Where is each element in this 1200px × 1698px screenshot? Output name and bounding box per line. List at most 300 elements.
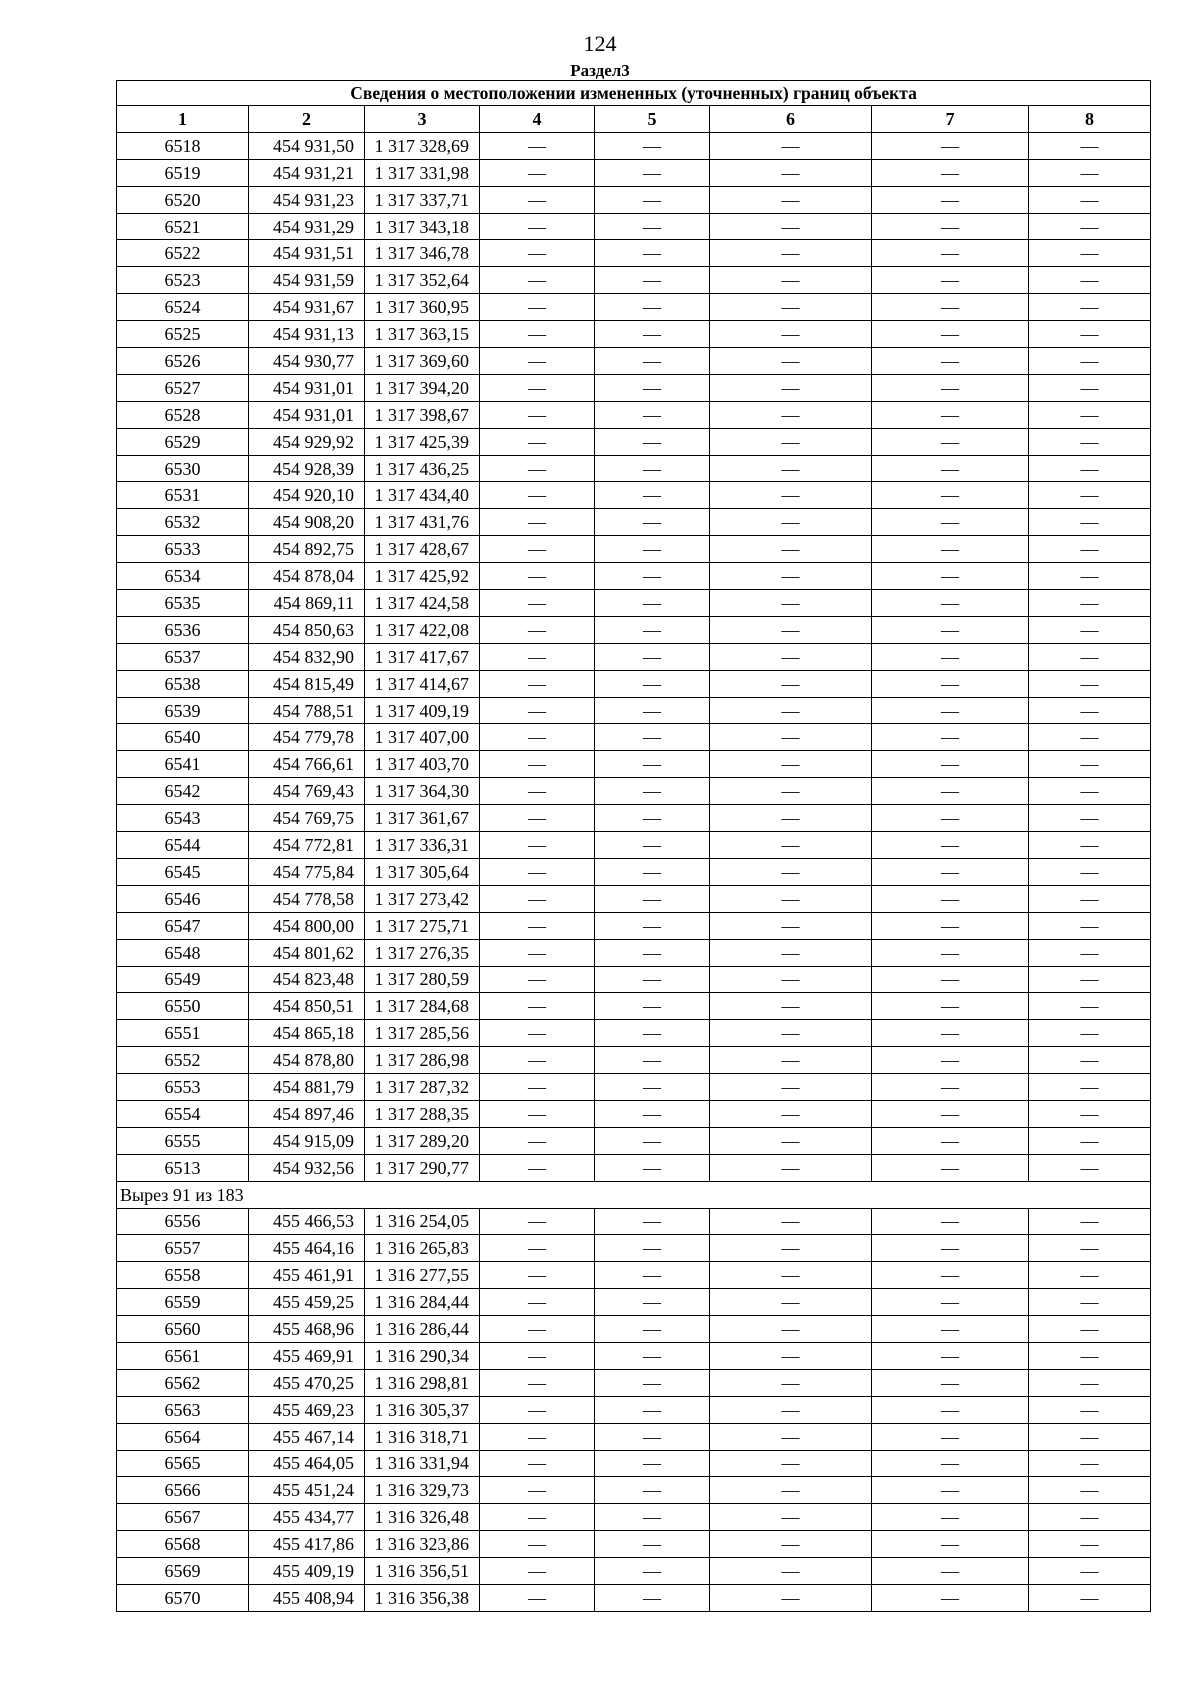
x-coordinate: 454 801,62 <box>249 939 365 966</box>
boundary-coordinates-table <box>116 80 1151 1612</box>
table-row <box>117 1423 1151 1450</box>
x-coordinate: 454 931,21 <box>249 159 365 186</box>
empty-cell-dash: — <box>710 1504 872 1531</box>
x-coordinate: 454 931,59 <box>249 267 365 294</box>
table-row <box>117 751 1151 778</box>
empty-cell-dash: — <box>710 374 872 401</box>
column-header: 4 <box>480 106 595 133</box>
empty-cell-dash: — <box>710 321 872 348</box>
x-coordinate: 454 769,75 <box>249 805 365 832</box>
empty-cell-dash: — <box>872 643 1029 670</box>
x-coordinate: 454 931,51 <box>249 240 365 267</box>
table-row <box>117 590 1151 617</box>
x-coordinate: 455 434,77 <box>249 1504 365 1531</box>
table-row <box>117 697 1151 724</box>
empty-cell-dash: — <box>595 993 710 1020</box>
point-number: 6568 <box>117 1531 249 1558</box>
table-row <box>117 858 1151 885</box>
empty-cell-dash: — <box>872 1342 1029 1369</box>
table-row <box>117 1450 1151 1477</box>
empty-cell-dash: — <box>1029 1584 1151 1611</box>
y-coordinate: 1 317 280,59 <box>365 966 480 993</box>
empty-cell-dash: — <box>872 858 1029 885</box>
y-coordinate: 1 317 434,40 <box>365 482 480 509</box>
empty-cell-dash: — <box>480 401 595 428</box>
table-row <box>117 374 1151 401</box>
empty-cell-dash: — <box>1029 1531 1151 1558</box>
table-row <box>117 778 1151 805</box>
x-coordinate: 455 464,16 <box>249 1235 365 1262</box>
empty-cell-dash: — <box>595 1423 710 1450</box>
empty-cell-dash: — <box>710 482 872 509</box>
point-number: 6525 <box>117 321 249 348</box>
y-coordinate: 1 317 331,98 <box>365 159 480 186</box>
empty-cell-dash: — <box>1029 213 1151 240</box>
y-coordinate: 1 317 414,67 <box>365 670 480 697</box>
x-coordinate: 454 800,00 <box>249 912 365 939</box>
x-coordinate: 455 469,23 <box>249 1396 365 1423</box>
y-coordinate: 1 317 431,76 <box>365 509 480 536</box>
empty-cell-dash: — <box>595 132 710 159</box>
table-row <box>117 670 1151 697</box>
empty-cell-dash: — <box>1029 1208 1151 1235</box>
table-row <box>117 1289 1151 1316</box>
x-coordinate: 454 788,51 <box>249 697 365 724</box>
point-number: 6540 <box>117 724 249 751</box>
y-coordinate: 1 317 422,08 <box>365 616 480 643</box>
empty-cell-dash: — <box>480 590 595 617</box>
point-number: 6524 <box>117 294 249 321</box>
x-coordinate: 454 931,67 <box>249 294 365 321</box>
point-number: 6538 <box>117 670 249 697</box>
y-coordinate: 1 316 305,37 <box>365 1396 480 1423</box>
empty-cell-dash: — <box>480 1074 595 1101</box>
empty-cell-dash: — <box>480 374 595 401</box>
empty-cell-dash: — <box>710 993 872 1020</box>
empty-cell-dash: — <box>710 159 872 186</box>
y-coordinate: 1 316 318,71 <box>365 1423 480 1450</box>
empty-cell-dash: — <box>1029 1342 1151 1369</box>
empty-cell-dash: — <box>710 1020 872 1047</box>
empty-cell-dash: — <box>1029 778 1151 805</box>
empty-cell-dash: — <box>595 1369 710 1396</box>
x-coordinate: 454 881,79 <box>249 1074 365 1101</box>
x-coordinate: 454 865,18 <box>249 1020 365 1047</box>
empty-cell-dash: — <box>872 670 1029 697</box>
empty-cell-dash: — <box>710 1396 872 1423</box>
empty-cell-dash: — <box>710 455 872 482</box>
empty-cell-dash: — <box>595 1289 710 1316</box>
table-row <box>117 1127 1151 1154</box>
y-coordinate: 1 317 275,71 <box>365 912 480 939</box>
empty-cell-dash: — <box>595 1531 710 1558</box>
point-number: 6558 <box>117 1262 249 1289</box>
empty-cell-dash: — <box>480 509 595 536</box>
x-coordinate: 454 920,10 <box>249 482 365 509</box>
empty-cell-dash: — <box>480 616 595 643</box>
empty-cell-dash: — <box>595 1584 710 1611</box>
table-row <box>117 1047 1151 1074</box>
empty-cell-dash: — <box>595 858 710 885</box>
empty-cell-dash: — <box>1029 1100 1151 1127</box>
table-caption: Сведения о местоположении измененных (уточненных) границ объекта <box>117 81 1151 106</box>
empty-cell-dash: — <box>595 697 710 724</box>
point-number: 6546 <box>117 885 249 912</box>
point-number: 6555 <box>117 1127 249 1154</box>
point-number: 6570 <box>117 1584 249 1611</box>
x-coordinate: 454 878,80 <box>249 1047 365 1074</box>
empty-cell-dash: — <box>480 805 595 832</box>
empty-cell-dash: — <box>872 321 1029 348</box>
empty-cell-dash: — <box>595 348 710 375</box>
empty-cell-dash: — <box>480 267 595 294</box>
y-coordinate: 1 317 336,31 <box>365 832 480 859</box>
point-number: 6513 <box>117 1154 249 1181</box>
empty-cell-dash: — <box>1029 267 1151 294</box>
x-coordinate: 454 928,39 <box>249 455 365 482</box>
table-row <box>117 616 1151 643</box>
y-coordinate: 1 317 425,39 <box>365 428 480 455</box>
empty-cell-dash: — <box>595 1100 710 1127</box>
y-coordinate: 1 317 346,78 <box>365 240 480 267</box>
empty-cell-dash: — <box>710 805 872 832</box>
empty-cell-dash: — <box>595 482 710 509</box>
y-coordinate: 1 317 287,32 <box>365 1074 480 1101</box>
empty-cell-dash: — <box>710 401 872 428</box>
point-number: 6543 <box>117 805 249 832</box>
empty-cell-dash: — <box>1029 428 1151 455</box>
empty-cell-dash: — <box>595 885 710 912</box>
empty-cell-dash: — <box>480 1127 595 1154</box>
empty-cell-dash: — <box>872 482 1029 509</box>
empty-cell-dash: — <box>872 1235 1029 1262</box>
section-title: Раздел3 <box>570 61 630 80</box>
y-coordinate: 1 317 290,77 <box>365 1154 480 1181</box>
x-coordinate: 454 915,09 <box>249 1127 365 1154</box>
empty-cell-dash: — <box>710 1423 872 1450</box>
point-number: 6537 <box>117 643 249 670</box>
y-coordinate: 1 316 254,05 <box>365 1208 480 1235</box>
point-number: 6528 <box>117 401 249 428</box>
empty-cell-dash: — <box>872 455 1029 482</box>
empty-cell-dash: — <box>1029 858 1151 885</box>
empty-cell-dash: — <box>1029 966 1151 993</box>
table-row <box>117 1396 1151 1423</box>
column-header: 8 <box>1029 106 1151 133</box>
empty-cell-dash: — <box>1029 1020 1151 1047</box>
point-number: 6567 <box>117 1504 249 1531</box>
table-row <box>117 186 1151 213</box>
column-header-row <box>117 106 1151 133</box>
table-row <box>117 939 1151 966</box>
x-coordinate: 454 931,23 <box>249 186 365 213</box>
empty-cell-dash: — <box>480 563 595 590</box>
empty-cell-dash: — <box>872 1047 1029 1074</box>
empty-cell-dash: — <box>872 1100 1029 1127</box>
table-row <box>117 1020 1151 1047</box>
empty-cell-dash: — <box>1029 1450 1151 1477</box>
empty-cell-dash: — <box>480 643 595 670</box>
empty-cell-dash: — <box>595 912 710 939</box>
x-coordinate: 454 932,56 <box>249 1154 365 1181</box>
empty-cell-dash: — <box>1029 1477 1151 1504</box>
x-coordinate: 454 892,75 <box>249 536 365 563</box>
empty-cell-dash: — <box>710 1235 872 1262</box>
y-coordinate: 1 317 337,71 <box>365 186 480 213</box>
empty-cell-dash: — <box>595 428 710 455</box>
empty-cell-dash: — <box>1029 1154 1151 1181</box>
empty-cell-dash: — <box>595 1396 710 1423</box>
y-coordinate: 1 317 285,56 <box>365 1020 480 1047</box>
empty-cell-dash: — <box>710 536 872 563</box>
column-header: 2 <box>249 106 365 133</box>
point-number: 6549 <box>117 966 249 993</box>
y-coordinate: 1 316 331,94 <box>365 1450 480 1477</box>
point-number: 6569 <box>117 1558 249 1585</box>
empty-cell-dash: — <box>710 1531 872 1558</box>
table-row <box>117 267 1151 294</box>
empty-cell-dash: — <box>872 563 1029 590</box>
column-header: 5 <box>595 106 710 133</box>
empty-cell-dash: — <box>872 1450 1029 1477</box>
empty-cell-dash: — <box>595 1504 710 1531</box>
y-coordinate: 1 316 265,83 <box>365 1235 480 1262</box>
empty-cell-dash: — <box>710 1127 872 1154</box>
table-row <box>117 1531 1151 1558</box>
y-coordinate: 1 317 436,25 <box>365 455 480 482</box>
empty-cell-dash: — <box>710 1154 872 1181</box>
empty-cell-dash: — <box>480 1316 595 1343</box>
x-coordinate: 454 772,81 <box>249 832 365 859</box>
x-coordinate: 454 931,01 <box>249 401 365 428</box>
empty-cell-dash: — <box>872 1208 1029 1235</box>
empty-cell-dash: — <box>710 1100 872 1127</box>
empty-cell-dash: — <box>710 294 872 321</box>
point-number: 6554 <box>117 1100 249 1127</box>
empty-cell-dash: — <box>1029 590 1151 617</box>
x-coordinate: 454 766,61 <box>249 751 365 778</box>
point-number: 6522 <box>117 240 249 267</box>
point-number: 6561 <box>117 1342 249 1369</box>
table-row <box>117 563 1151 590</box>
point-number: 6564 <box>117 1423 249 1450</box>
empty-cell-dash: — <box>872 1423 1029 1450</box>
empty-cell-dash: — <box>1029 939 1151 966</box>
empty-cell-dash: — <box>710 778 872 805</box>
empty-cell-dash: — <box>595 939 710 966</box>
x-coordinate: 454 778,58 <box>249 885 365 912</box>
empty-cell-dash: — <box>710 590 872 617</box>
empty-cell-dash: — <box>480 1100 595 1127</box>
empty-cell-dash: — <box>595 724 710 751</box>
y-coordinate: 1 317 363,15 <box>365 321 480 348</box>
empty-cell-dash: — <box>710 751 872 778</box>
x-coordinate: 454 815,49 <box>249 670 365 697</box>
empty-cell-dash: — <box>595 267 710 294</box>
x-coordinate: 454 775,84 <box>249 858 365 885</box>
y-coordinate: 1 316 329,73 <box>365 1477 480 1504</box>
empty-cell-dash: — <box>710 1477 872 1504</box>
point-number: 6542 <box>117 778 249 805</box>
x-coordinate: 454 832,90 <box>249 643 365 670</box>
y-coordinate: 1 317 289,20 <box>365 1127 480 1154</box>
empty-cell-dash: — <box>710 132 872 159</box>
y-coordinate: 1 316 298,81 <box>365 1369 480 1396</box>
empty-cell-dash: — <box>1029 832 1151 859</box>
empty-cell-dash: — <box>1029 240 1151 267</box>
empty-cell-dash: — <box>710 213 872 240</box>
empty-cell-dash: — <box>595 240 710 267</box>
empty-cell-dash: — <box>595 1558 710 1585</box>
point-number: 6560 <box>117 1316 249 1343</box>
point-number: 6520 <box>117 186 249 213</box>
x-coordinate: 455 408,94 <box>249 1584 365 1611</box>
y-coordinate: 1 317 369,60 <box>365 348 480 375</box>
empty-cell-dash: — <box>480 1450 595 1477</box>
empty-cell-dash: — <box>872 1316 1029 1343</box>
empty-cell-dash: — <box>872 1154 1029 1181</box>
empty-cell-dash: — <box>710 966 872 993</box>
column-header: 7 <box>872 106 1029 133</box>
x-coordinate: 454 931,01 <box>249 374 365 401</box>
empty-cell-dash: — <box>595 1208 710 1235</box>
empty-cell-dash: — <box>1029 455 1151 482</box>
table-row <box>117 1100 1151 1127</box>
y-coordinate: 1 317 276,35 <box>365 939 480 966</box>
point-number: 6539 <box>117 697 249 724</box>
empty-cell-dash: — <box>1029 697 1151 724</box>
empty-cell-dash: — <box>595 213 710 240</box>
empty-cell-dash: — <box>480 321 595 348</box>
empty-cell-dash: — <box>595 186 710 213</box>
empty-cell-dash: — <box>595 1074 710 1101</box>
empty-cell-dash: — <box>872 132 1029 159</box>
empty-cell-dash: — <box>480 885 595 912</box>
y-coordinate: 1 316 277,55 <box>365 1262 480 1289</box>
empty-cell-dash: — <box>480 912 595 939</box>
x-coordinate: 454 908,20 <box>249 509 365 536</box>
point-number: 6557 <box>117 1235 249 1262</box>
empty-cell-dash: — <box>480 751 595 778</box>
empty-cell-dash: — <box>595 1450 710 1477</box>
empty-cell-dash: — <box>595 321 710 348</box>
empty-cell-dash: — <box>872 778 1029 805</box>
empty-cell-dash: — <box>1029 1369 1151 1396</box>
empty-cell-dash: — <box>480 1154 595 1181</box>
table-row <box>117 294 1151 321</box>
empty-cell-dash: — <box>1029 1316 1151 1343</box>
table-row <box>117 428 1151 455</box>
empty-cell-dash: — <box>1029 1262 1151 1289</box>
x-coordinate: 455 461,91 <box>249 1262 365 1289</box>
empty-cell-dash: — <box>872 1558 1029 1585</box>
empty-cell-dash: — <box>710 858 872 885</box>
empty-cell-dash: — <box>872 805 1029 832</box>
empty-cell-dash: — <box>710 1342 872 1369</box>
y-coordinate: 1 317 360,95 <box>365 294 480 321</box>
y-coordinate: 1 317 352,64 <box>365 267 480 294</box>
empty-cell-dash: — <box>710 1450 872 1477</box>
empty-cell-dash: — <box>480 1531 595 1558</box>
empty-cell-dash: — <box>1029 805 1151 832</box>
point-number: 6536 <box>117 616 249 643</box>
y-coordinate: 1 317 424,58 <box>365 590 480 617</box>
empty-cell-dash: — <box>1029 751 1151 778</box>
empty-cell-dash: — <box>480 159 595 186</box>
point-number: 6552 <box>117 1047 249 1074</box>
empty-cell-dash: — <box>480 213 595 240</box>
table-row <box>117 993 1151 1020</box>
empty-cell-dash: — <box>1029 536 1151 563</box>
empty-cell-dash: — <box>710 348 872 375</box>
table-row <box>117 321 1151 348</box>
table-row <box>117 482 1151 509</box>
y-coordinate: 1 317 425,92 <box>365 563 480 590</box>
x-coordinate: 455 409,19 <box>249 1558 365 1585</box>
empty-cell-dash: — <box>1029 1504 1151 1531</box>
page-number: 124 <box>583 31 617 56</box>
x-coordinate: 454 878,04 <box>249 563 365 590</box>
empty-cell-dash: — <box>480 1342 595 1369</box>
empty-cell-dash: — <box>480 939 595 966</box>
y-coordinate: 1 316 356,38 <box>365 1584 480 1611</box>
table-row <box>117 1477 1151 1504</box>
column-header: 3 <box>365 106 480 133</box>
empty-cell-dash: — <box>480 536 595 563</box>
empty-cell-dash: — <box>1029 348 1151 375</box>
empty-cell-dash: — <box>595 832 710 859</box>
x-coordinate: 454 931,13 <box>249 321 365 348</box>
empty-cell-dash: — <box>872 832 1029 859</box>
empty-cell-dash: — <box>595 563 710 590</box>
empty-cell-dash: — <box>710 1289 872 1316</box>
empty-cell-dash: — <box>710 1558 872 1585</box>
empty-cell-dash: — <box>1029 1074 1151 1101</box>
empty-cell-dash: — <box>710 1369 872 1396</box>
empty-cell-dash: — <box>595 643 710 670</box>
empty-cell-dash: — <box>710 509 872 536</box>
x-coordinate: 454 823,48 <box>249 966 365 993</box>
empty-cell-dash: — <box>480 966 595 993</box>
empty-cell-dash: — <box>710 616 872 643</box>
table-row <box>117 1316 1151 1343</box>
empty-cell-dash: — <box>1029 993 1151 1020</box>
y-coordinate: 1 316 323,86 <box>365 1531 480 1558</box>
empty-cell-dash: — <box>872 1262 1029 1289</box>
y-coordinate: 1 317 403,70 <box>365 751 480 778</box>
empty-cell-dash: — <box>872 724 1029 751</box>
point-number: 6521 <box>117 213 249 240</box>
empty-cell-dash: — <box>480 455 595 482</box>
point-number: 6556 <box>117 1208 249 1235</box>
x-coordinate: 454 929,92 <box>249 428 365 455</box>
empty-cell-dash: — <box>595 1262 710 1289</box>
empty-cell-dash: — <box>480 294 595 321</box>
x-coordinate: 454 897,46 <box>249 1100 365 1127</box>
empty-cell-dash: — <box>872 536 1029 563</box>
point-number: 6523 <box>117 267 249 294</box>
empty-cell-dash: — <box>595 590 710 617</box>
x-coordinate: 454 779,78 <box>249 724 365 751</box>
point-number: 6547 <box>117 912 249 939</box>
empty-cell-dash: — <box>1029 1558 1151 1585</box>
empty-cell-dash: — <box>1029 724 1151 751</box>
empty-cell-dash: — <box>710 1584 872 1611</box>
empty-cell-dash: — <box>480 132 595 159</box>
empty-cell-dash: — <box>595 455 710 482</box>
point-number: 6559 <box>117 1289 249 1316</box>
empty-cell-dash: — <box>1029 294 1151 321</box>
